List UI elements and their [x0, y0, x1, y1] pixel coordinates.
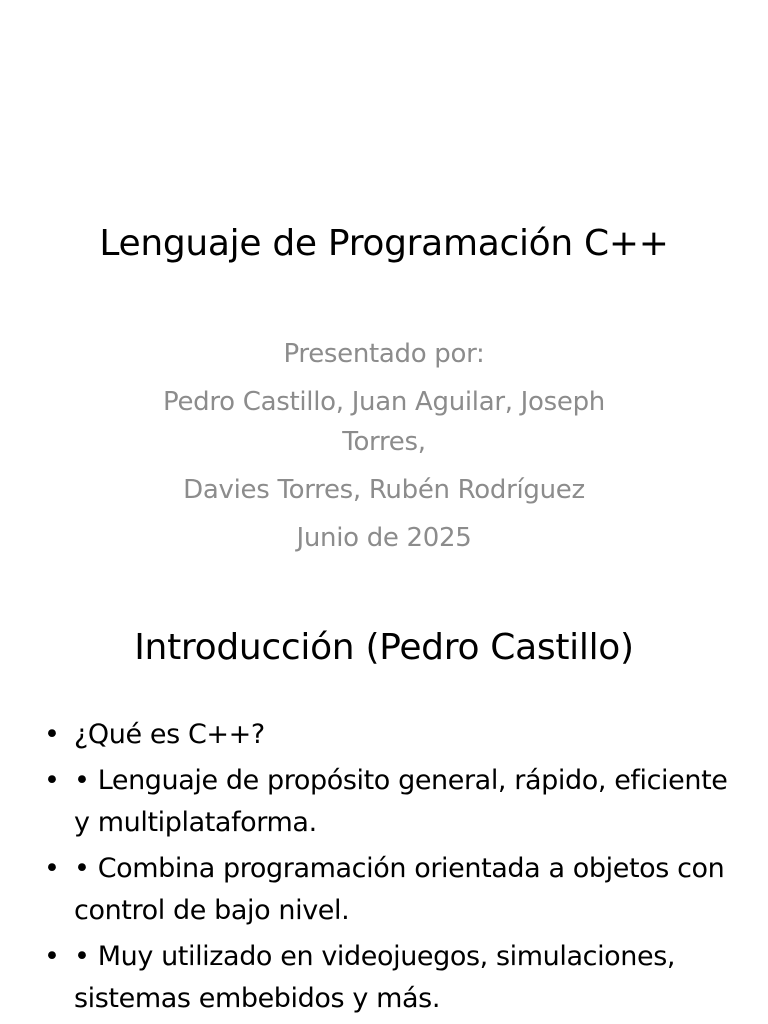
- presentation-title: Lenguaje de Programación C++: [99, 223, 669, 264]
- intro-title: Introducción (Pedro Castillo): [134, 627, 634, 668]
- intro-slide: [0, 590, 768, 1024]
- authors-line-1a: Pedro Castillo, Juan Aguilar, Joseph: [163, 387, 605, 417]
- authors-line-1b: Torres,: [342, 427, 426, 457]
- bullet-text: ¿Qué es C++?: [74, 719, 265, 750]
- bullet-item: [40, 936, 740, 1020]
- presented-by-label: Presentado por:: [283, 339, 485, 369]
- bullet-item: [40, 848, 740, 932]
- bullet-item: [40, 760, 740, 844]
- bullet-text: • Combina programación orientada a objetos con control de bajo nivel.: [74, 853, 725, 926]
- intro-bullet-list: [40, 714, 740, 1024]
- bullet-item: [40, 714, 740, 756]
- bullet-dot-icon: •: [44, 765, 60, 796]
- presentation-date: Junio de 2025: [296, 523, 472, 553]
- authors-line-1: [120, 382, 648, 462]
- bullet-dot-icon: •: [44, 941, 60, 972]
- bullet-dot-icon: •: [44, 719, 60, 750]
- bullet-text: • Lenguaje de propósito general, rápido, eficiente y multiplataforma.: [74, 765, 728, 838]
- bullet-text: • Muy utilizado en videojuegos, simulaciones, sistemas embebidos y más.: [74, 941, 676, 1014]
- presentation-subtitle: [120, 334, 648, 566]
- bullet-dot-icon: •: [44, 853, 60, 884]
- authors-line-2: Davies Torres, Rubén Rodríguez: [183, 475, 585, 505]
